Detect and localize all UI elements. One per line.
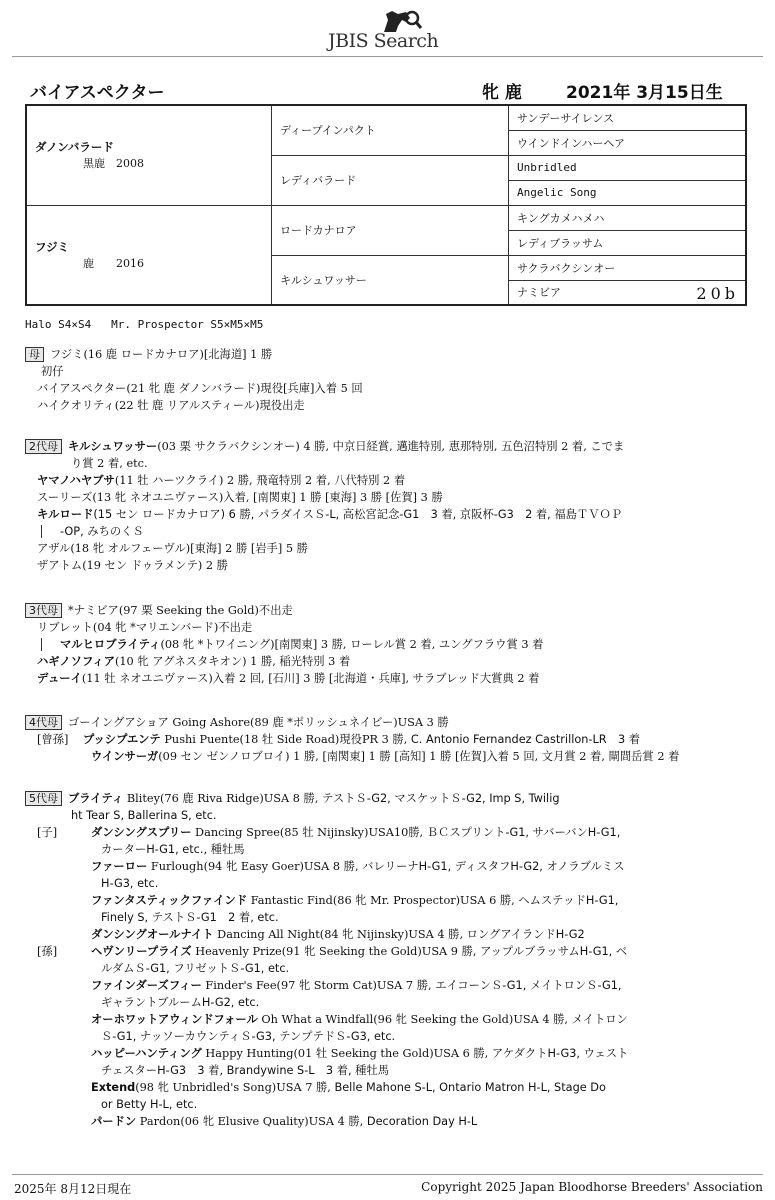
- sire-dam-sire[interactable]: Unbridled: [509, 155, 747, 180]
- horse-birthdate: 2021年 3月15日生: [566, 83, 723, 103]
- fifth-dam-record: Blitey(76 鹿 Riva Ridge)USA 8 勝,: [123, 792, 323, 805]
- offspring-record-cont: -OP, みちのくＳ: [41, 525, 144, 538]
- sire-info: 黒鹿 2008: [83, 157, 144, 171]
- dam-offspring-2[interactable]: ハイクオリティ(22 牡 鹿 リアルスティール)現役出走: [37, 399, 305, 412]
- dam-first-foal-note: 初仔: [41, 365, 64, 378]
- descendant-races: ヘムステッドH-G1,: [518, 894, 619, 907]
- descendant-races: エイコーンＳ-G1, メイトロンＳ-G1,: [435, 979, 622, 992]
- fourth-dam-section: [25, 714, 745, 765]
- fifth-dam-races: テストＳ-G2, マスケットＳ-G2, Imp S, Twilig: [322, 792, 560, 805]
- descendant-name[interactable]: ファンタスティックファインド: [91, 894, 248, 907]
- fifth-dam-name[interactable]: ブライティ: [68, 792, 124, 805]
- second-dam-tag: 2代母: [25, 439, 62, 454]
- sire-dam[interactable]: レディバラード: [272, 155, 509, 205]
- offspring-record[interactable]: スーリーズ(13 牝 ネオユニヴァース)入着, [南関東] 1 勝 [東海] 3 勝 [佐賀] 3 勝: [37, 491, 443, 504]
- descendant-races-cont: Ｓ-G1, ナッソーカウンティＳ-G3, テンプテドＳ-G3, etc.: [101, 1030, 396, 1043]
- descendant-races-cont: H-G3, etc.: [101, 877, 159, 890]
- family-code: 20b: [696, 283, 739, 303]
- offspring-record: (15 セン ロードカナロア) 6 勝, パラダイスＳ-L, 高松宮記念-G1 3 着, 京阪杯-G3 2 着, 福島ＴＶＯＰ: [93, 508, 623, 521]
- fifth-dam-tag: 5代母: [25, 791, 62, 806]
- descendant-name[interactable]: Extend: [91, 1081, 136, 1094]
- jbis-logo[interactable]: [328, 8, 458, 54]
- offspring-name[interactable]: キルロード: [37, 508, 94, 521]
- dam-record: フジミ(16 鹿 ロードカナロア)[北海道] 1 勝: [50, 348, 273, 361]
- child-label: [子]: [37, 826, 58, 839]
- fourth-dam-tag: 4代母: [25, 715, 62, 730]
- descendant-record: Pardon(06 牝 Elusive Quality)USA 4 勝,: [136, 1115, 367, 1128]
- horse-title-row: [30, 78, 750, 102]
- offspring-record[interactable]: アザル(18 牝 オルフェーヴル)[東海] 2 勝 [岩手] 5 勝: [37, 542, 308, 555]
- footer-copyright: Copyright 2025 Japan Bloodhorse Breeders' Association: [421, 1180, 763, 1194]
- dam-sire[interactable]: ロードカナロア: [272, 205, 509, 255]
- offspring-record: (11 牡 ネオユニヴァース)入着 2 回, [石川] 3 勝 [北海道・兵庫], サラブレッド大賞典 2 着: [81, 672, 540, 685]
- descendant-record: Finder's Fee(97 牝 Storm Cat)USA 7 勝,: [201, 979, 436, 992]
- descendant-races-cont: or Betty H-L, etc.: [101, 1098, 198, 1111]
- offspring-record: (11 牡 ハーツクライ) 2 勝, 飛竜特別 2 着, 八代特別 2 着: [114, 474, 406, 487]
- footer-divider: [12, 1174, 763, 1175]
- offspring-name[interactable]: デューイ: [37, 672, 82, 685]
- descendant-races: Decoration Day H-L: [366, 1115, 478, 1128]
- dam-dam-dam[interactable]: ナミビア: [517, 286, 561, 300]
- dam-sire-sire[interactable]: キングカメハメハ: [509, 205, 747, 230]
- dam-dam[interactable]: キルシュワッサー: [272, 255, 509, 305]
- descendant-races: アケダクトH-G3, ウェスト: [491, 1047, 629, 1060]
- descendant-name[interactable]: ダンシングオールナイト: [91, 928, 214, 941]
- third-dam-section: [25, 602, 745, 687]
- inbreeding-line: Halo S4×S4 Mr. Prospector S5×M5×M5: [25, 318, 264, 331]
- dam-offspring-1[interactable]: バイアスペクター(21 牝 鹿 ダノンバラード)現役[兵庫]入着 5 回: [37, 382, 363, 395]
- second-dam-name[interactable]: キルシュワッサー: [68, 440, 158, 453]
- dam-sire-dam[interactable]: レディブラッサム: [509, 230, 747, 255]
- descendant-name[interactable]: ウインサーガ: [91, 750, 159, 763]
- grandchild-name[interactable]: マルヒロブライティ: [60, 638, 161, 651]
- dam-dam-sire[interactable]: サクラバクシンオー: [509, 255, 747, 280]
- second-dam-record: (03 栗 サクラバクシンオー) 4 勝, 中京日経賞, 邁進特別, 恵那特別, 五色沼特別 2 着, こでま: [157, 440, 625, 453]
- descendant-races: バレリーナH-G1, ディスタフH-G2, オノラブルミス: [362, 860, 625, 873]
- descendant-name[interactable]: ダンシングスプリー: [91, 826, 192, 839]
- descendant-races: ＢＣスプリント-G1, サバーバンH-G1,: [426, 826, 621, 839]
- sire-sire-dam[interactable]: ウインドインハーヘア: [509, 130, 747, 155]
- dam-tag: 母: [25, 347, 44, 362]
- descendant-races: メイトロン: [571, 1013, 628, 1026]
- offspring-record[interactable]: ザアトム(19 セン ドゥラメンテ) 2 勝: [37, 559, 228, 572]
- fifth-dam-section: [25, 790, 745, 1130]
- descendant-races-cont: チェスターH-G3 3 着, Brandywine S-L 3 着, 種牡馬: [101, 1064, 390, 1077]
- descendant-record: (09 セン ゼンノロブロイ) 1 勝, [南関東] 1 勝 [高知] 1 勝 [佐賀]入着 5 回, 文月賞 2 着, 閘間岳賞 2 着: [158, 750, 680, 763]
- descendant-races: アップルブラッサムH-G1, ベ: [480, 945, 628, 958]
- descendant-name[interactable]: オーホワットアウィンドフォール: [91, 1013, 258, 1026]
- second-dam-record-cont: り賞 2 着, etc.: [71, 457, 148, 470]
- descendant-races: ロングアイランドH-G2: [466, 928, 585, 941]
- sire-sire-sire[interactable]: サンデーサイレンス: [509, 105, 747, 130]
- descendant-record: Dancing All Night(84 牝 Nijinsky)USA 4 勝,: [213, 928, 467, 941]
- descendant-races: Belle Mahone S-L, Ontario Matron H-L, Stage Do: [334, 1081, 606, 1094]
- descendant-races-cont: ギャラントブルームH-G2, etc.: [101, 996, 260, 1009]
- descendant-races-cont: Finely S, テストＳ-G1 2 着, etc.: [101, 911, 279, 924]
- descendant-record: Happy Hunting(01 牡 Seeking the Gold)USA 6 勝,: [201, 1047, 492, 1060]
- offspring-record: (10 牝 アグネスタキオン) 1 勝, 稲光特別 3 着: [114, 655, 351, 668]
- descendant-record: Furlough(94 牝 Easy Goer)USA 8 勝,: [147, 860, 363, 873]
- descendant-races-cont: ルダムＳ-G1, フリゼットＳ-G1, etc.: [101, 962, 290, 975]
- descendant-name[interactable]: ファインダーズフィー: [91, 979, 202, 992]
- descendant-record: Pushi Puente(18 牡 Side Road)現役PR 3 勝,: [160, 733, 411, 746]
- descendant-name[interactable]: ファーロー: [91, 860, 148, 873]
- second-dam-section: [25, 438, 745, 574]
- horse-name: バイアスペクター: [30, 83, 165, 103]
- descendant-record: Oh What a Windfall(96 牝 Seeking the Gold)USA 4 勝,: [257, 1013, 572, 1026]
- pedigree-table: [25, 104, 747, 306]
- descendant-name[interactable]: ハッピーハンティング: [91, 1047, 202, 1060]
- dam-section: [25, 346, 745, 414]
- sire-name[interactable]: ダノンバラード: [35, 140, 114, 155]
- descendant-name[interactable]: パードン: [91, 1115, 137, 1128]
- sire-sire[interactable]: ディープインパクト: [272, 105, 509, 155]
- offspring-record[interactable]: リブレット(04 牝 *マリエンバード)不出走: [37, 621, 253, 634]
- descendant-record: Heavenly Prize(91 牝 Seeking the Gold)USA 9 勝,: [191, 945, 481, 958]
- descendant-name[interactable]: プッシプエンテ: [83, 733, 161, 746]
- third-dam-tag: 3代母: [25, 603, 62, 618]
- descendant-record: Fantastic Find(86 牝 Mr. Prospector)USA 6 勝,: [247, 894, 519, 907]
- offspring-name[interactable]: ヤマノハヤブサ: [37, 474, 115, 487]
- descendant-record: (98 牝 Unbridled's Song)USA 7 勝,: [135, 1081, 335, 1094]
- dam-dam-dam-cell: [509, 280, 747, 305]
- descendant-races-cont: カーターH-G1, etc., 種牡馬: [101, 843, 245, 856]
- fifth-dam-races-cont: ht Tear S, Ballerina S, etc.: [71, 809, 217, 822]
- descendant-name[interactable]: ヘヴンリープライズ: [91, 945, 192, 958]
- footer-date: 2025年 8月12日現在: [14, 1182, 132, 1196]
- horse-sex-color: 牝 鹿: [482, 83, 522, 103]
- descendant-record: Dancing Spree(85 牡 Nijinsky)USA10勝,: [191, 826, 427, 839]
- header-divider: [12, 56, 763, 57]
- dam-name[interactable]: フジミ: [35, 239, 70, 254]
- sire-dam-dam[interactable]: Angelic Song: [509, 180, 747, 205]
- great-grandchild-label: [曾孫]: [37, 733, 69, 746]
- fourth-dam-record[interactable]: ゴーイングアショア Going Ashore(89 鹿 *ポリッシュネイビー)USA 3 勝: [68, 716, 449, 729]
- grandchild-record: (08 牝 *トワイニング)[南関東] 3 勝, ローレル賞 2 着, ユングフラウ賞 3 着: [160, 638, 544, 651]
- logo-text: JBIS Search: [328, 30, 439, 52]
- descendant-race: C. Antonio Fernandez Castrillon-LR 3 着: [410, 733, 641, 746]
- dam-info: 鹿 2016: [83, 256, 144, 270]
- third-dam-record[interactable]: *ナミビア(97 栗 Seeking the Gold)不出走: [68, 604, 293, 617]
- grandchild-label: [孫]: [37, 945, 58, 958]
- sire-cell: [26, 105, 272, 205]
- dam-cell: [26, 205, 272, 305]
- offspring-name[interactable]: ハギノソフィア: [37, 655, 115, 668]
